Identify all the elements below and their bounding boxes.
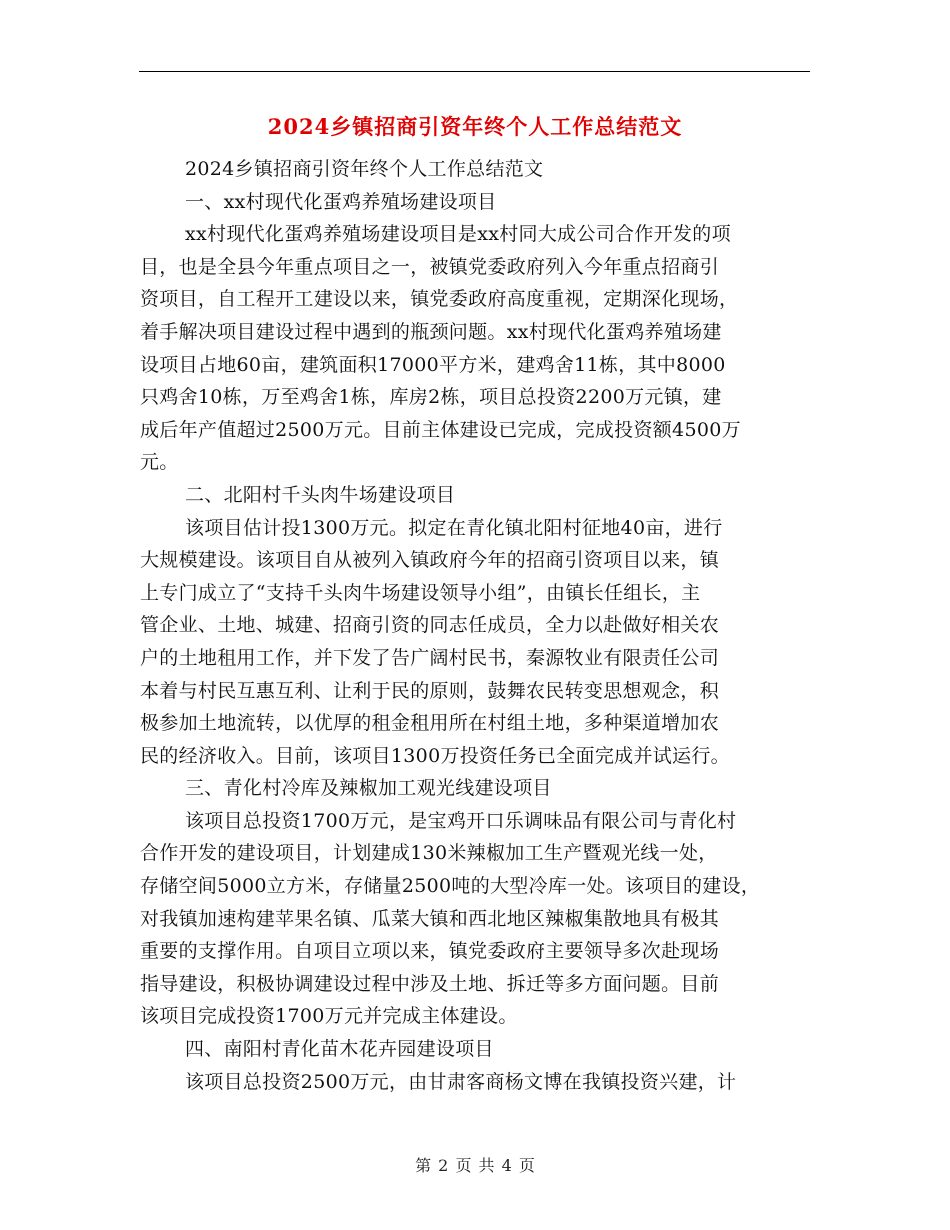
text-line: 2024乡镇招商引资年终个人工作总结范文	[185, 158, 544, 180]
text-line: 元。	[140, 451, 179, 474]
text-line: 对我镇加速构建苹果名镇、瓜菜大镇和西北地区辣椒集散地具有极其	[140, 907, 720, 930]
text-line: 重要的支撑作用。自项目立项以来，镇党委政府主要领导多次赴现场	[140, 940, 720, 963]
text-line: 该项目总投资2500万元，由甘肃客商杨文博在我镇投资兴建，计	[185, 1070, 737, 1093]
text-line: 只鸡舍10栋，万至鸡舍1栋，库房2栋，项目总投资2200万元镇，建	[140, 386, 722, 409]
text-line: 大规模建设。该项目自从被列入镇政府今年的招商引资项目以来，镇	[140, 549, 720, 572]
text-line: 资项目，自工程开工建设以来，镇党委政府高度重视，定期深化现场，	[140, 288, 739, 311]
header-rule	[139, 71, 810, 72]
text-line: 该项目完成投资1700万元并完成主体建设。	[140, 1005, 518, 1028]
text-line: 极参加土地流转，以优厚的租金租用所在村组土地，多种渠道增加农	[140, 712, 720, 735]
document-title: 2024乡镇招商引资年终个人工作总结范文	[267, 114, 683, 139]
text-line: 存储空间5000立方米，存储量2500吨的大型冷库一处。该项目的建设，	[140, 875, 761, 898]
document-body	[140, 153, 810, 1098]
text-line: 二、北阳村千头肉牛场建设项目	[185, 483, 456, 506]
text-line: 三、青化村冷库及辣椒加工观光线建设项目	[185, 777, 552, 800]
text-line: 该项目估计投1300万元。拟定在青化镇北阳村征地40亩，进行	[185, 516, 723, 539]
page-footer: 第 2 页 共 4 页	[415, 1156, 535, 1175]
text-line: 着手解决项目建设过程中遇到的瓶颈问题。xx村现代化蛋鸡养殖场建	[140, 320, 722, 343]
text-line: 目，也是全县今年重点项目之一，被镇党委政府列入今年重点招商引	[140, 255, 720, 278]
text-line: xx村现代化蛋鸡养殖场建设项目是xx村同大成公司合作开发的项	[185, 223, 731, 246]
text-line: 合作开发的建设项目，计划建成130米辣椒加工生产暨观光线一处，	[140, 842, 718, 865]
text-line: 民的经济收入。目前，该项目1300万投资任务已全面完成并试运行。	[140, 744, 730, 767]
text-line: 户的土地租用工作，并下发了告广阔村民书，秦源牧业有限责任公司	[140, 646, 720, 669]
text-line: 本着与村民互惠互利、让利于民的原则，鼓舞农民转变思想观念，积	[140, 679, 720, 702]
text-line: 管企业、土地、城建、招商引资的同志任成员，全力以赴做好相关农	[140, 614, 720, 637]
text-line: 一、xx村现代化蛋鸡养殖场建设项目	[185, 190, 497, 213]
text-line: 成后年产值超过2500万元。目前主体建设已完成，完成投资额4500万	[140, 418, 741, 441]
text-line: 四、南阳村青化苗木花卉园建设项目	[185, 1038, 494, 1061]
text-line: 设项目占地60亩，建筑面积17000平方米，建鸡舍11栋，其中8000	[140, 353, 726, 376]
text-line: 上专门成立了“支持千头肉牛场建设领导小组”，由镇长任组长，主	[140, 581, 701, 604]
text-line: 指导建设，积极协调建设过程中涉及土地、拆迁等多方面问题。目前	[140, 972, 720, 995]
text-line: 该项目总投资1700万元，是宝鸡开口乐调味品有限公司与青化村	[185, 809, 737, 832]
